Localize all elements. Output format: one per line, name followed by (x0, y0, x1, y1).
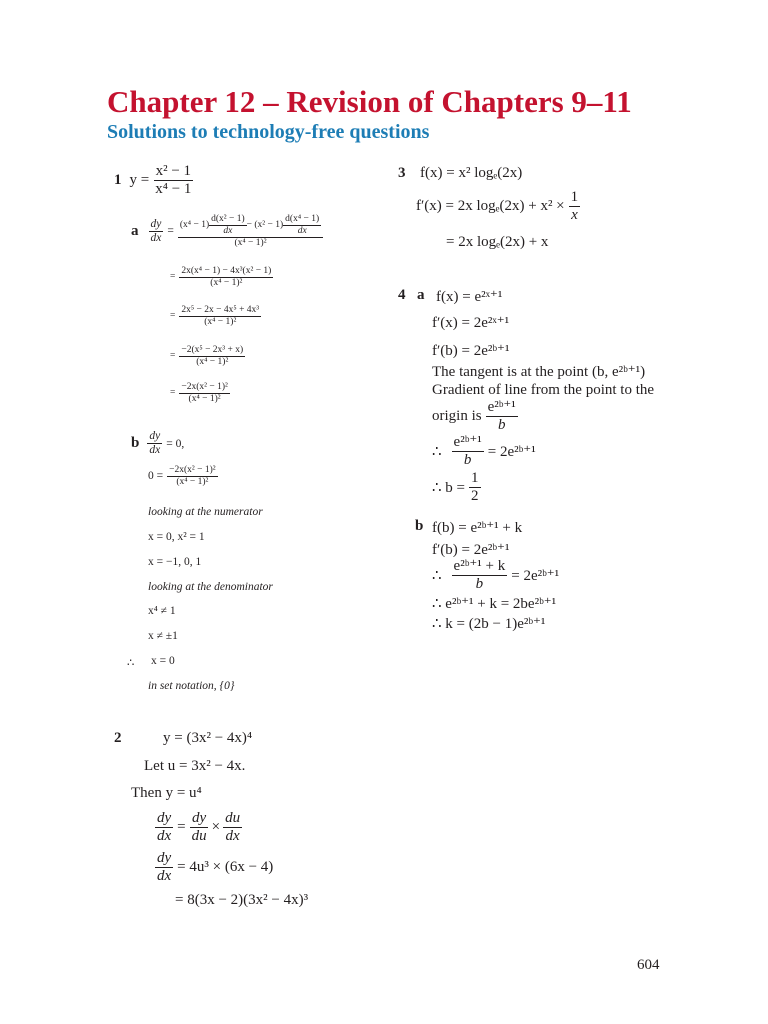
q1b-condition-line (131, 430, 184, 457)
step5-denominator: (x⁴ − 1)² (188, 393, 221, 404)
q2-number: 2 (114, 730, 122, 746)
q1a-step-4 (170, 345, 245, 368)
dx-label: dx (157, 868, 172, 885)
q2-function: y = (3x² − 4x)⁴ (163, 730, 253, 746)
q1b-note-denominator: looking at the denominator (148, 581, 273, 593)
q1-y-lhs: y = (129, 172, 150, 189)
q1b-numerator: −2x(x² − 1)² (169, 465, 216, 475)
q1a-dydx (149, 218, 164, 245)
dy-label: dy (190, 810, 208, 828)
d-numerator: d(x² − 1) (211, 214, 245, 224)
equals-sign: = (167, 225, 174, 238)
dx-label: dx (223, 225, 233, 236)
step2-numerator: 2x(x⁴ − 1) − 4x³(x² − 1) (181, 266, 272, 276)
q1b-zero-equation (148, 465, 218, 488)
q4b-rearranged: ∴ e²ᵇ⁺¹ + k = 2be²ᵇ⁺¹ (432, 596, 557, 612)
q4b-equation (432, 558, 559, 594)
q2-in-terms-of-u: Then y = u⁴ (131, 785, 202, 801)
step5-numerator: −2x(x² − 1)² (181, 382, 228, 392)
du-label: du (191, 828, 207, 845)
x-denominator: x (571, 207, 578, 224)
q4a-origin-gradient (432, 399, 518, 435)
d-numerator: d(x⁴ − 1) (285, 214, 320, 224)
q4b-equation-rhs: = 2e²ᵇ⁺¹ (511, 568, 560, 585)
q3-number: 3 (398, 165, 406, 181)
dy-label: dy (155, 850, 173, 868)
b-denominator: b (475, 576, 484, 593)
term-x4-minus-1: (x⁴ − 1) (179, 219, 210, 230)
q1-function-denominator: x⁴ − 1 (155, 181, 192, 198)
q4a-tangent-point: The tangent is at the point (b, e²ᵇ⁺¹) (432, 364, 646, 380)
q4b-derivative: f′(b) = 2e²ᵇ⁺¹ (432, 542, 510, 558)
q4a-derivative: f′(x) = 2e²ˣ⁺¹ (432, 315, 510, 331)
b-equals: ∴ b = (432, 480, 466, 497)
q3-derivative (416, 189, 580, 225)
q1a-step-2 (170, 266, 273, 289)
dy-label: dy (147, 430, 162, 444)
e-2b-plus-1: e²ᵇ⁺¹ (452, 434, 484, 452)
q1a-quotient-denominator: (x⁴ − 1)² (234, 237, 267, 248)
derivative-of-x2-minus-1 (209, 214, 247, 237)
dx-label: dx (157, 828, 172, 845)
q1-statement (114, 163, 193, 199)
q4a-function: f(x) = e²ˣ⁺¹ (436, 289, 503, 305)
chapter-title: Chapter 12 – Revision of Chapters 9–11 (107, 84, 632, 119)
q1b-denominator-condition: x⁴ ≠ 1 (148, 605, 176, 617)
equals-sign: = (170, 311, 176, 322)
origin-is-text: origin is (432, 408, 482, 425)
b-denominator: b (497, 417, 506, 434)
q1b-roots-list: x = −1, 0, 1 (148, 556, 202, 568)
therefore-symbol: ∴ (127, 657, 135, 669)
equals-sign: = (170, 388, 176, 399)
e-2b-plus-1: e²ᵇ⁺¹ (486, 399, 518, 417)
dy-label: dy (155, 810, 173, 828)
q2-final-answer: = 8(3x − 2)(3x² − 4x)³ (175, 892, 309, 908)
times-sign: × (211, 819, 221, 836)
q1a-step-5 (170, 382, 230, 405)
page-number: 604 (637, 957, 660, 973)
q4b-part-label: b (415, 518, 424, 534)
q2-derivative-step (155, 850, 273, 886)
q1b-set-notation: in set notation, {0} (148, 680, 235, 692)
q1-function-numerator: x² − 1 (154, 163, 193, 181)
step4-numerator: −2(x⁵ − 2x³ + x) (181, 345, 244, 355)
step4-denominator: (x⁴ − 1)² (196, 356, 229, 367)
q4-number: 4 (398, 287, 406, 303)
q4a-equation (432, 434, 536, 470)
therefore-symbol: ∴ (432, 444, 442, 461)
dx-label: dx (149, 444, 161, 457)
therefore-symbol: ∴ (432, 568, 442, 585)
q1-function-fraction (153, 163, 193, 199)
q2-chain-rule (155, 810, 242, 846)
dx-label: dx (225, 828, 240, 845)
q4b-final-answer: ∴ k = (2b − 1)e²ᵇ⁺¹ (432, 616, 546, 632)
q4a-gradient-text: Gradient of line from the point to the (432, 382, 655, 398)
equals-zero: = 0, (166, 437, 185, 450)
q2-derivative-value: = 4u³ × (6x − 4) (177, 859, 274, 876)
b-denominator: b (463, 452, 472, 469)
derivative-of-x4-minus-1 (283, 214, 321, 237)
zero-equals: 0 = (148, 470, 164, 483)
section-subtitle: Solutions to technology-free questions (107, 121, 430, 143)
q1a-part-label: a (131, 222, 139, 239)
equals-sign: = (170, 272, 176, 283)
q1b-part-label: b (131, 435, 140, 452)
q3-function: f(x) = x² logₑ(2x) (420, 165, 523, 181)
q4a-equation-rhs: = 2e²ᵇ⁺¹ (487, 444, 536, 461)
step2-denominator: (x⁴ − 1)² (210, 277, 243, 288)
one-numerator: 1 (569, 189, 581, 207)
equals-sign: = (177, 819, 186, 836)
term-minus-x2-minus-1: − (x² − 1) (246, 219, 284, 230)
dy-label: dy (149, 218, 164, 232)
q4a-answer (432, 470, 481, 506)
q1b-numerator-roots: x = 0, x² = 1 (148, 531, 205, 543)
q4b-numerator: e²ᵇ⁺¹ + k (452, 558, 508, 576)
step3-numerator: 2x⁵ − 2x − 4x⁵ + 4x³ (181, 305, 260, 315)
step3-denominator: (x⁴ − 1)² (204, 316, 237, 327)
q1a-quotient-numerator (178, 214, 323, 238)
half-denominator: 2 (471, 488, 479, 505)
equals-sign: = (170, 351, 176, 362)
q1a-quotient-rule-fraction (178, 214, 323, 249)
q1a-step-3 (170, 305, 261, 328)
q4a-derivative-at-b: f′(b) = 2e²ᵇ⁺¹ (432, 343, 510, 359)
q1b-solution: x = 0 (151, 655, 175, 667)
q3-final-answer: = 2x logₑ(2x) + x (446, 234, 549, 250)
dx-label: dx (297, 225, 307, 236)
q3-derivative-lhs: f′(x) = 2x logₑ(2x) + x² × (416, 198, 565, 215)
q1b-note-numerator: looking at the numerator (148, 506, 263, 518)
q1a-derivative-line (131, 214, 323, 249)
du-label: du (223, 810, 242, 828)
q1-number: 1 (114, 172, 122, 189)
q1b-excluded-values: x ≠ ±1 (148, 630, 178, 642)
half-numerator: 1 (469, 470, 481, 488)
dx-label: dx (150, 231, 162, 244)
q4a-part-label: a (417, 287, 425, 303)
q2-substitution: Let u = 3x² − 4x. (144, 758, 246, 774)
q4b-function: f(b) = e²ᵇ⁺¹ + k (432, 520, 523, 536)
q1b-denominator: (x⁴ − 1)² (176, 476, 209, 487)
